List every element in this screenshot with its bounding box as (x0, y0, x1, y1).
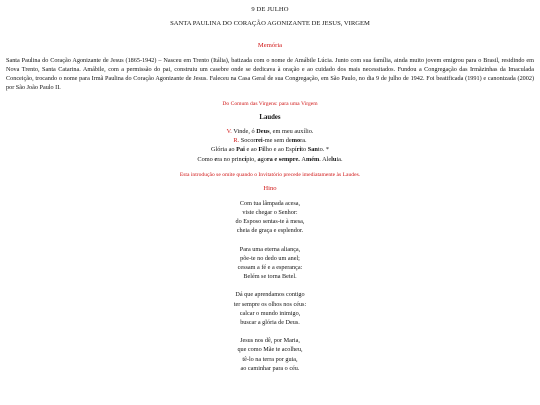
versicle-marker: V. (226, 128, 232, 135)
hymn-line: Dá que aprendamos contigo (235, 291, 305, 299)
celebration-rank: Memória (257, 42, 283, 49)
hymn-line: buscar a glória de Deus. (240, 319, 300, 327)
opening-verses (6, 127, 534, 164)
hymn-stanza (6, 336, 534, 373)
hymn-line: que como Mãe te acolheu, (237, 346, 303, 354)
hymn-line: Jesus nos dê, por Maria, (240, 337, 300, 345)
hymn-stanza (6, 245, 534, 282)
versicle-line: V. Vinde, ó Deus, em meu auxílio. (226, 128, 314, 135)
hymn-line: Para uma eterna aliança, (239, 245, 301, 253)
response-line: R. Socorrei-me sem demora. (233, 137, 307, 145)
hymn-line: tê-lo na terra por guia, (242, 355, 298, 363)
commons-reference: Do Comum das Virgens: para uma Virgem (222, 101, 318, 107)
saint-biography: Santa Paulina do Coração Agonizante de Jesus (1865-1942) – Nasceu em Trento (Itália), batizada com o nome de Amábile Lúcia. Junto com sua família, ainda muito jovem emigrou para o Brasil, residindo em Nova Trento, Santa Catarina. Amábile, com a permissão do pai, construiu um casebre onde se dedicava à oração e ao cuidado dos mais necessitados. Fundou a Congregação das Irmãzinhas da Imaculada Conceição, trocando o nome para Irmã Paulina do Coração Agonizante de Jesus. Faleceu na Casa Geral de sua Congregação, em São Paulo, no dia 9 de julho de 1942. Foi beatificada (1991) e canonizada (2002) por São João Paulo II. (6, 57, 534, 91)
saint-title: SANTA PAULINA DO CORAÇÃO AGONIZANTE DE JESUS, VIRGEM (170, 20, 370, 27)
hymn-line: põe-te no dedo um anel; (240, 254, 300, 262)
hymn-line: cessam a fé e a esperança: (237, 264, 303, 272)
hymn-line: Belém se torna Betel. (243, 273, 297, 281)
hymn-stanza (6, 199, 534, 236)
hymn-line: do Esposo sentas-te à mesa, (235, 218, 305, 226)
hymn-text (6, 199, 534, 373)
hymn-line: calcar o mundo inimigo, (239, 309, 301, 317)
hymn-title: Hino (263, 184, 277, 192)
feast-date: 9 DE JULHO (251, 6, 289, 13)
laudes-title: Laudes (259, 114, 281, 121)
hymn-line: cheia de graça e esplendor. (236, 227, 304, 235)
hymn-line: ao caminhar para o céu. (240, 364, 300, 372)
hymn-line: viste chegar o Senhor: (242, 209, 298, 217)
gloria-line-2: Como era no princípio, agora e sempre. Amém. Aleluia. (197, 155, 343, 163)
response-marker: R. (233, 137, 240, 145)
gloria-line-1: Glória ao Pai e ao Filho e ao Espírito Santo. * (210, 146, 330, 154)
rubric-note: Esta introdução se omite quando o Invitatório precede imediatamente às Laudes. (179, 171, 361, 178)
hymn-line: ter sempre os olhos nos céus: (233, 300, 307, 308)
hymn-line: Com tua lâmpada acesa, (239, 199, 301, 207)
hymn-stanza (6, 290, 534, 327)
